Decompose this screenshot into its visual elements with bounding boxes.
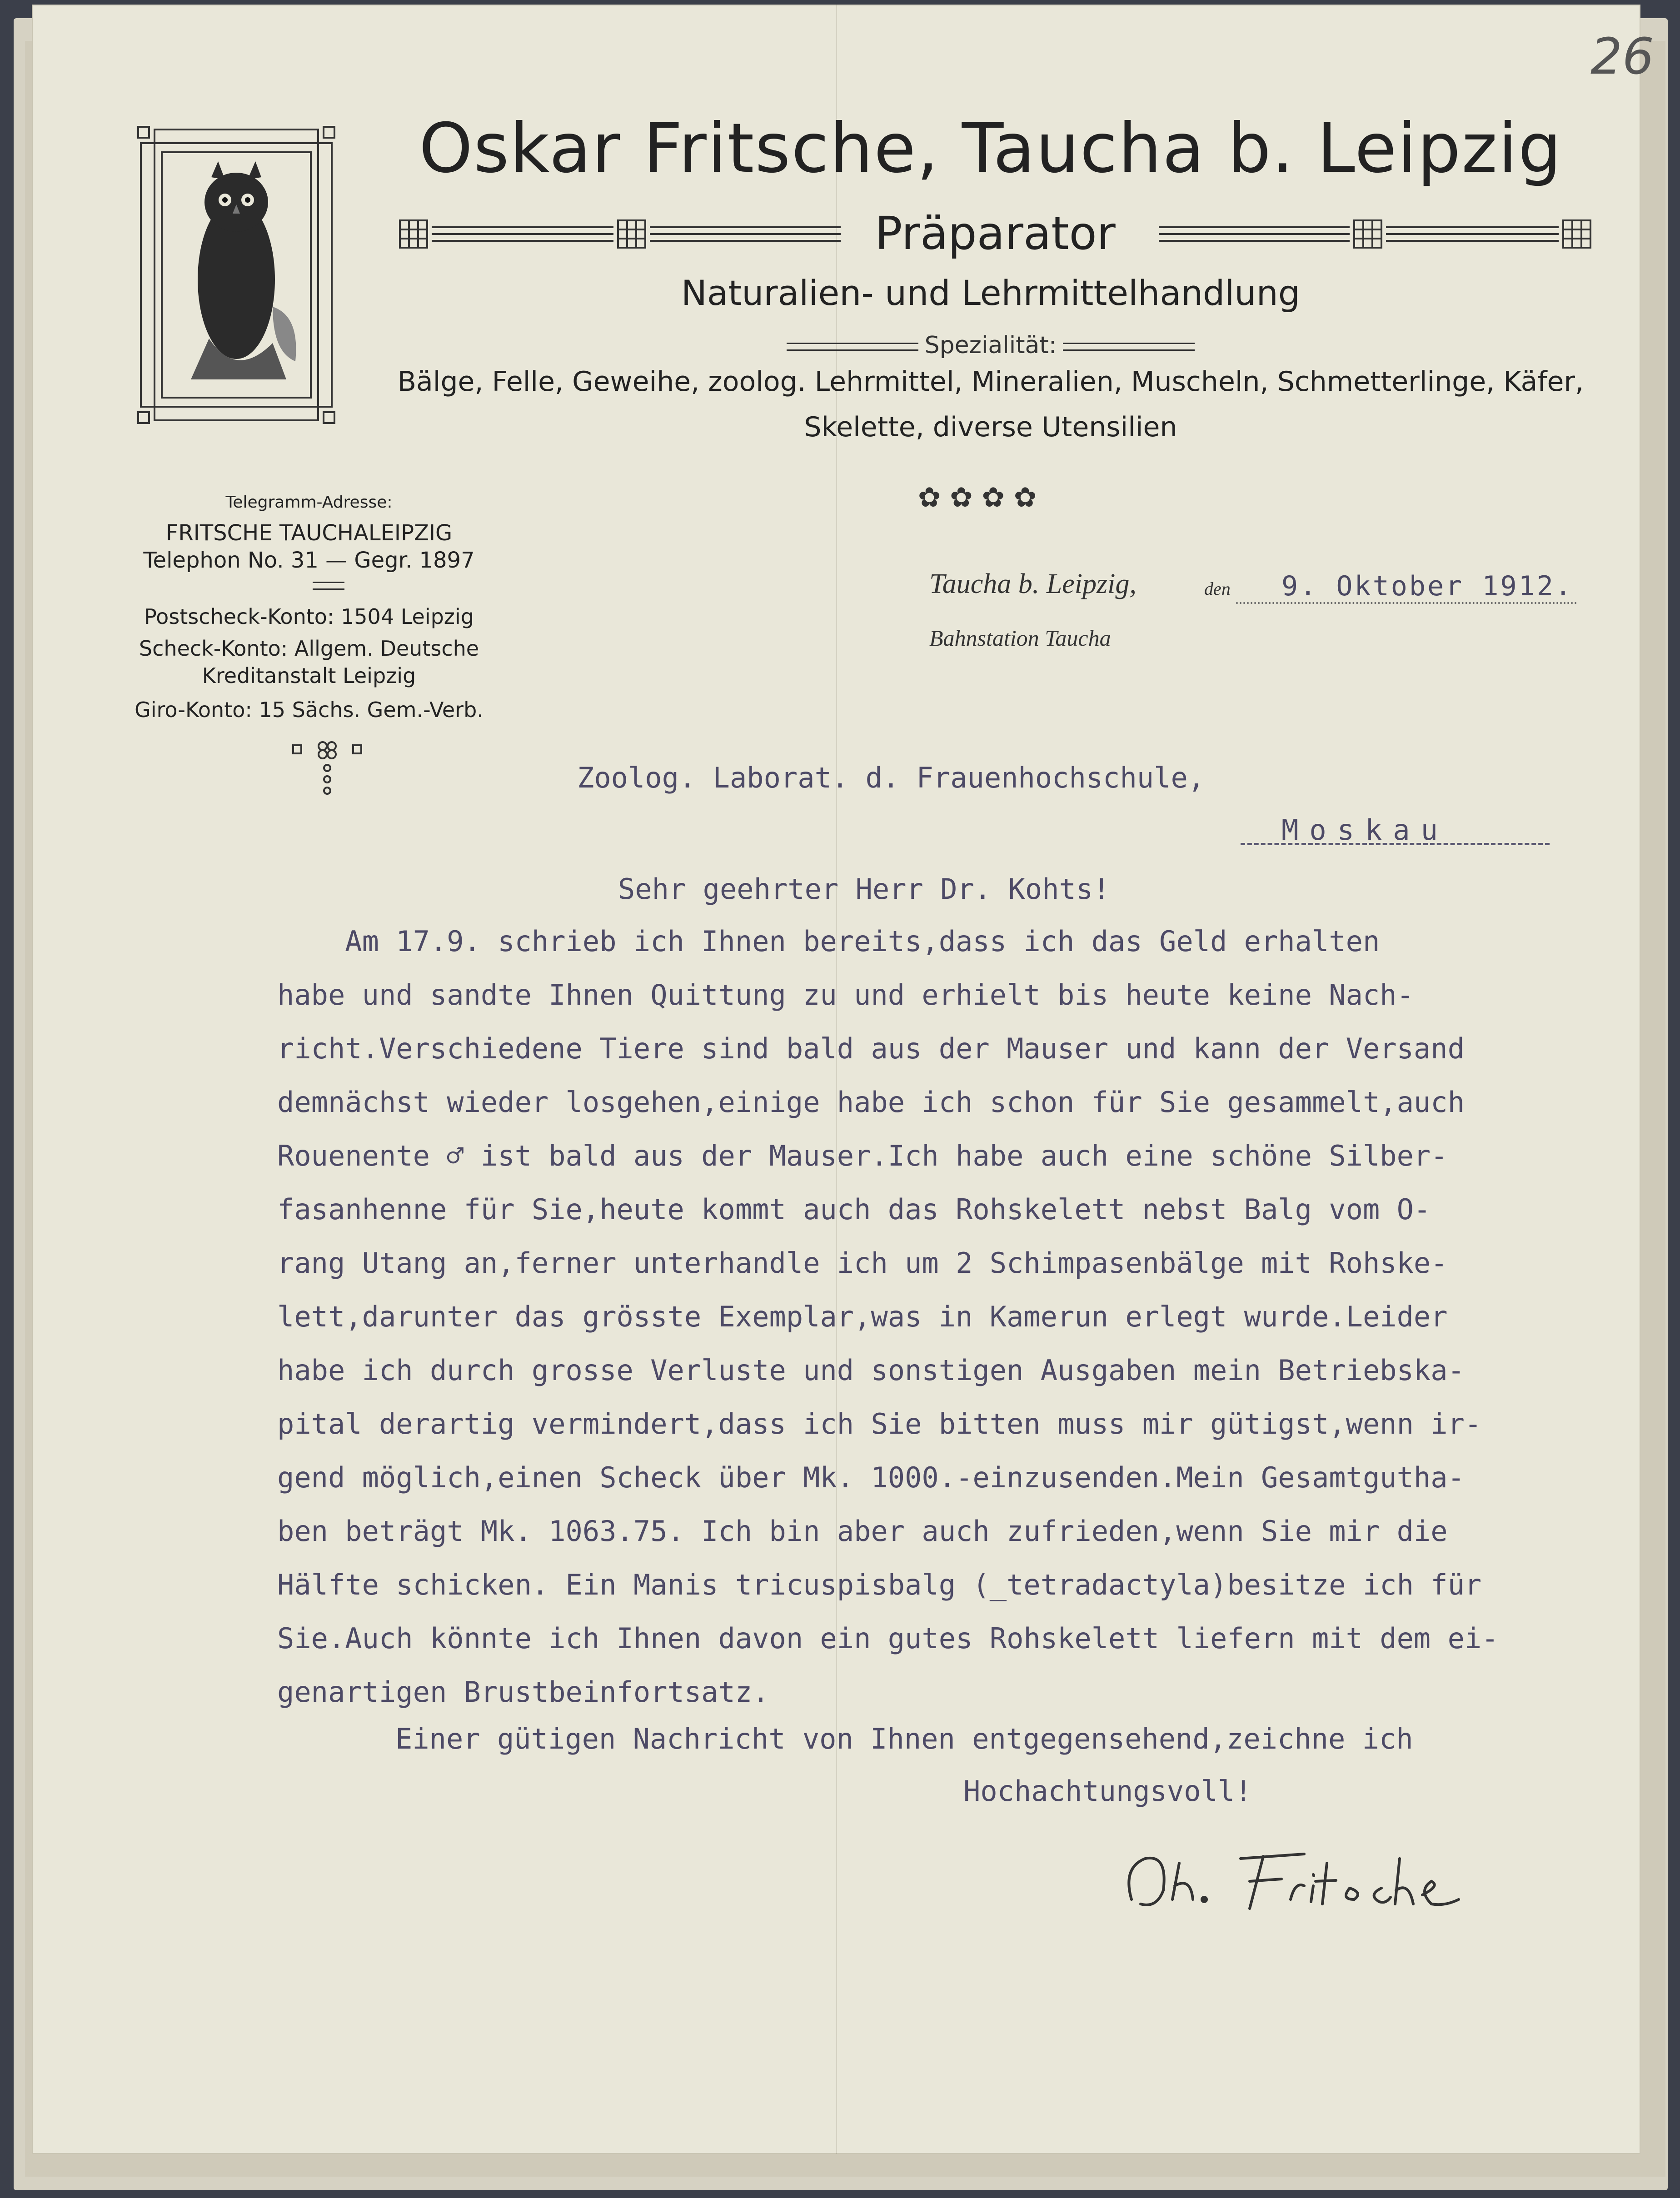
letter-date: 9. Oktober 1912.: [1281, 570, 1573, 602]
specialty-line-2: Skelette, diverse Utensilien: [804, 411, 1177, 443]
body-line: gend möglich,einen Scheck über Mk. 1000.-einzusenden.Mein Gesamtgutha-: [277, 1461, 1465, 1494]
body-line: ben beträgt Mk. 1063.75. Ich bin aber auch zufrieden,wenn Sie mir die: [277, 1515, 1448, 1548]
salutation: Sehr geehrter Herr Dr. Kohts!: [618, 872, 1110, 906]
owl-icon: [136, 125, 336, 425]
specialty-label: Spezialität:: [924, 332, 1057, 359]
date-dotted-line: [1236, 602, 1577, 604]
letter-sheet: [32, 5, 1654, 2154]
profession: Präparator: [875, 207, 1116, 260]
addressee: Zoolog. Laborat. d. Frauenhochschule,: [577, 761, 1205, 794]
railway-station: Bahnstation Taucha: [929, 625, 1111, 651]
regards: Hochachtungsvoll!: [963, 1774, 1252, 1808]
place: Taucha b. Leipzig,: [929, 568, 1137, 599]
specialty-heading: [391, 332, 1590, 359]
body-line: Am 17.9. schrieb ich Ihnen bereits,dass ich das Geld erhalten: [277, 925, 1380, 958]
body-line: pital derartig vermindert,dass ich Sie bitten muss mir gütigst,wenn ir-: [277, 1407, 1482, 1440]
firm-name: Oskar Fritsche, Taucha b. Leipzig: [419, 109, 1562, 188]
fold-line: [836, 5, 837, 2154]
telegram-label: Telegramm-Adresse:: [225, 493, 393, 512]
specialty-line-1: Bälge, Felle, Geweihe, zoolog. Lehrmittel, Mineralien, Muscheln, Schmetterlinge, Käfer,: [397, 366, 1584, 398]
postscheck-account: Postscheck-Konto: 1504 Leipzig: [144, 604, 474, 629]
rule-right: [1063, 343, 1195, 351]
profession-row: [395, 207, 1595, 261]
body-line: richt.Verschiedene Tiere sind bald aus der Mauser und kann der Versand: [277, 1032, 1465, 1065]
body-line: genartigen Brustbeinfortsatz.: [277, 1675, 769, 1709]
body-line: Hälfte schicken. Ein Manis tricuspisbalg (_tetradactyla)besitze ich für: [277, 1568, 1482, 1601]
telegram-address: FRITSCHE TAUCHALEIPZIG: [165, 520, 453, 546]
rule-left: [787, 343, 918, 351]
handwritten-signature: [1113, 1831, 1477, 1931]
body-line: fasanhenne für Sie,heute kommt auch das Rohskelett nebst Balg vom O-: [277, 1193, 1431, 1226]
body-line: lett,darunter das grösste Exemplar,was in Kamerun erlegt wurde.Leider: [277, 1300, 1448, 1333]
addressee-city: Moskau: [1281, 813, 1449, 847]
flower-ornament-icon: ✿✿✿✿: [918, 482, 1046, 513]
closing-line: Einer gütigen Nachricht von Ihnen entgegensehend,zeichne ich: [395, 1722, 1413, 1755]
telephone: Telephon No. 31 — Gegr. 1897: [143, 548, 475, 573]
scheck-account: Scheck-Konto: Allgem. Deutsche: [139, 636, 479, 661]
body-line: habe ich durch grosse Verluste und sonstigen Ausgaben mein Betriebska-: [277, 1354, 1465, 1387]
city-underline: [1241, 843, 1550, 845]
owl-emblem: [136, 125, 336, 425]
body-line: demnächst wieder losgehen,einige habe ich schon für Sie gesammelt,auch: [277, 1086, 1465, 1119]
giro-account: Giro-Konto: 15 Sächs. Gem.-Verb.: [135, 698, 484, 722]
divider: [313, 582, 344, 590]
business-type: Naturalien- und Lehrmittelhandlung: [681, 273, 1300, 313]
body-line: Sie.Auch könnte ich Ihnen davon ein gutes Rohskelett liefern mit dem ei-: [277, 1622, 1499, 1655]
body-line: rang Utang an,ferner unterhandle ich um 2 Schimpasenbälge mit Rohske-: [277, 1246, 1448, 1280]
body-line: habe und sandte Ihnen Quittung zu und erhielt bis heute keine Nach-: [277, 978, 1414, 1012]
den-label: den: [1204, 578, 1231, 599]
archive-number: 26: [1590, 27, 1654, 85]
body-line: Rouenente ♂ ist bald aus der Mauser.Ich habe auch eine schöne Silber-: [277, 1139, 1448, 1172]
kredit-bank: Kreditanstalt Leipzig: [202, 663, 416, 688]
small-ornament-icon: [291, 741, 364, 800]
